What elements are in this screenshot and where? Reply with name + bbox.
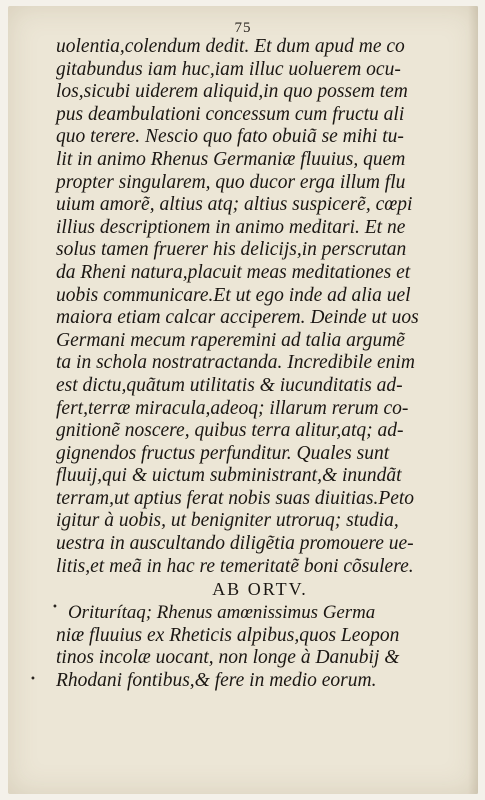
text-line: fert,terræ miracula,adeoq; illarum rerum co- [56,397,409,419]
text-line: Rhodani fontibus,& fere in medio eorum. [56,670,377,692]
text-line: lit in animo Rhenus Germaniæ fluuius, quem [56,148,406,170]
text-line: maiora etiam calcar acciperem. Deinde ut uos [56,307,419,329]
text-line: uolentia,colendum dedit. Et dum apud me co [56,36,405,57]
text-line: litis,et meã in hac re temeritatẽ boni cõsulere. [56,555,414,577]
text-line: tinos incolæ uocant, non longe à Danubij & [56,647,400,669]
ink-mark: • [30,674,36,685]
text-line: propter singularem, quo ducor erga illum flu [56,171,406,193]
text-line: illius descriptionem in animo meditari. Et ne [56,216,406,238]
text-line: niæ fluuius ex Rheticis alpibus,quos Leopon [56,624,400,646]
text-line: da Rheni natura,placuit meas meditationes et [56,261,411,283]
text-line: gitabundus iam huc,iam illuc uoluerem ocu- [56,58,401,80]
page-text [56,36,456,693]
ink-mark: • [52,602,58,613]
text-line: solus tamen fruerer his delicijs,in perscrutan [56,239,407,261]
text-line: gnitionẽ noscere, quibus terra alitur,atq; ad- [56,420,404,442]
text-line: igitur à uobis, ut benigniter utroruq; studia, [56,510,399,532]
text-line: terram,ut aptius ferat nobis suas diuitias.Peto [56,487,415,509]
text-line: fluuij,qui & uictum subministrant,& inundãt [56,465,402,487]
text-line: gignendos fructus perfunditur. Quales sunt [56,442,390,464]
text-line: Oriturítaq; Rhenus amœnissimus Germa [68,602,376,624]
text-line: uium amorẽ, altius atq; altius suspicerẽ, cœpi [56,194,413,216]
section-heading: AB ORTV. [212,579,308,600]
text-line: ta in schola nostratractanda. Incredibile enim [56,352,415,374]
page-number: 75 [234,20,252,36]
text-line: Germani mecum raperemini ad talia argumẽ [56,329,405,351]
text-line: uestra in auscultando diligẽtia promouere ue- [56,533,414,555]
book-page [8,6,478,794]
text-line: uobis communicare.Et ut ego inde ad alia uel [56,284,411,306]
text-line: quo terere. Nescio quo fato obuiã se mihi tu- [56,126,404,148]
text-line: est dictu,quãtum utilitatis & iucunditatis ad- [56,374,403,396]
text-line: pus deambulationi concessum cum fructu ali [56,103,405,125]
text-line: los,sicubi uiderem aliquid,in quo possem tem [56,81,408,103]
page-edge-shadow [468,6,478,794]
